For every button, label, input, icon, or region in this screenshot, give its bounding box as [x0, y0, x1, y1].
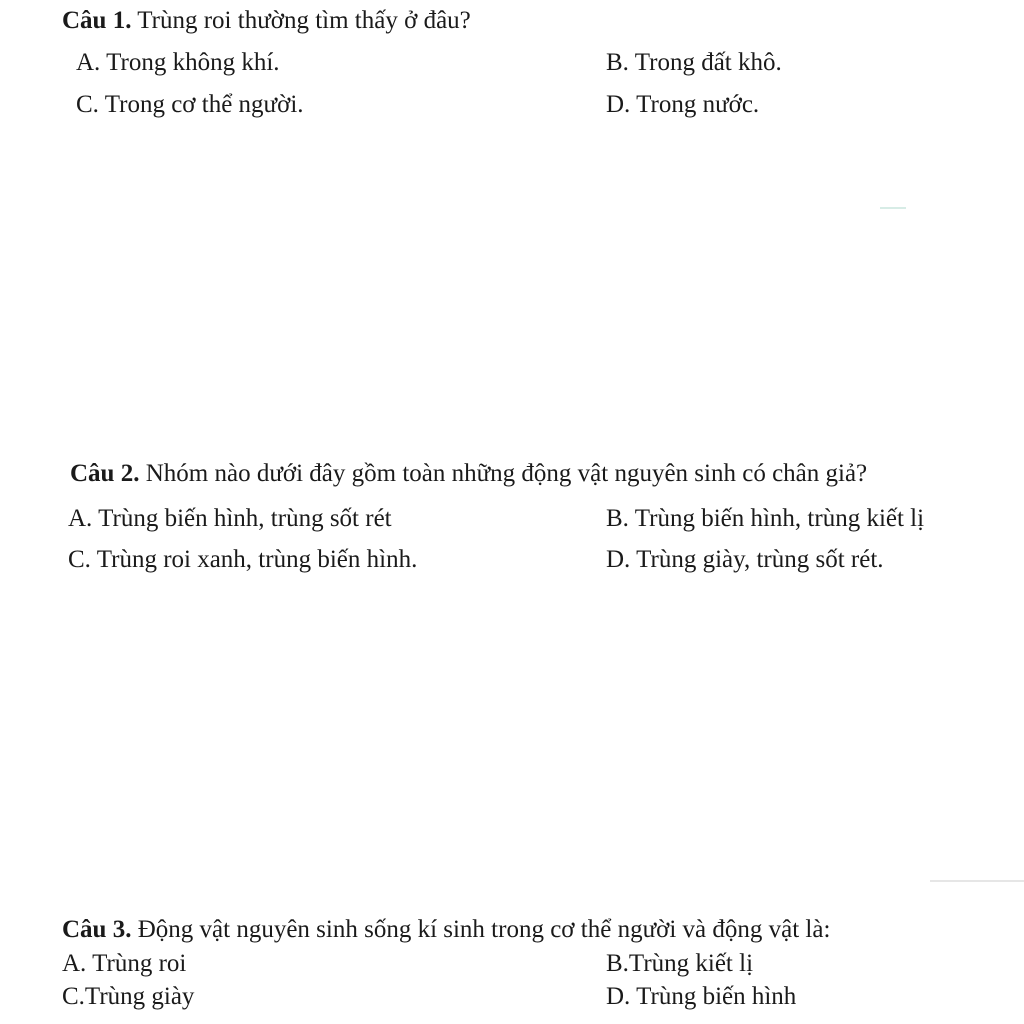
question-1-option-c: C. Trong cơ thể người.: [76, 91, 304, 118]
question-2-text: Nhóm nào dưới đây gồm toàn những động vật nguyên sinh có chân giả?: [139, 460, 868, 487]
question-3-text: Động vật nguyên sinh sống kí sinh trong cơ thể người và động vật là:: [131, 916, 831, 943]
question-1-text: Trùng roi thường tìm thấy ở đâu?: [131, 7, 471, 34]
question-3-label: Câu 3.: [62, 916, 132, 943]
question-1-option-d: D. Trong nước.: [606, 91, 760, 118]
question-2-option-b: B. Trùng biến hình, trùng kiết lị: [606, 505, 925, 532]
question-2-stem: [70, 459, 867, 489]
question-2-option-c: C. Trùng roi xanh, trùng biến hình.: [68, 546, 418, 573]
question-3-option-d: D. Trùng biến hình: [606, 983, 797, 1010]
question-1-stem: [62, 6, 471, 36]
separator-line: [930, 880, 1024, 882]
question-3-stem: [62, 915, 830, 945]
question-3-option-b: B.Trùng kiết lị: [606, 950, 754, 977]
question-3-option-c: C.Trùng giày: [62, 983, 195, 1010]
question-2-option-a: A. Trùng biến hình, trùng sốt rét: [68, 505, 392, 532]
question-1-label: Câu 1.: [62, 7, 132, 34]
question-2-option-d: D. Trùng giày, trùng sốt rét.: [606, 546, 884, 573]
stray-mark: [880, 207, 906, 209]
question-2-label: Câu 2.: [70, 460, 140, 487]
question-3-option-a: A. Trùng roi: [62, 950, 187, 977]
question-1-option-b: B. Trong đất khô.: [606, 49, 782, 76]
question-1-option-a: A. Trong không khí.: [76, 49, 280, 76]
